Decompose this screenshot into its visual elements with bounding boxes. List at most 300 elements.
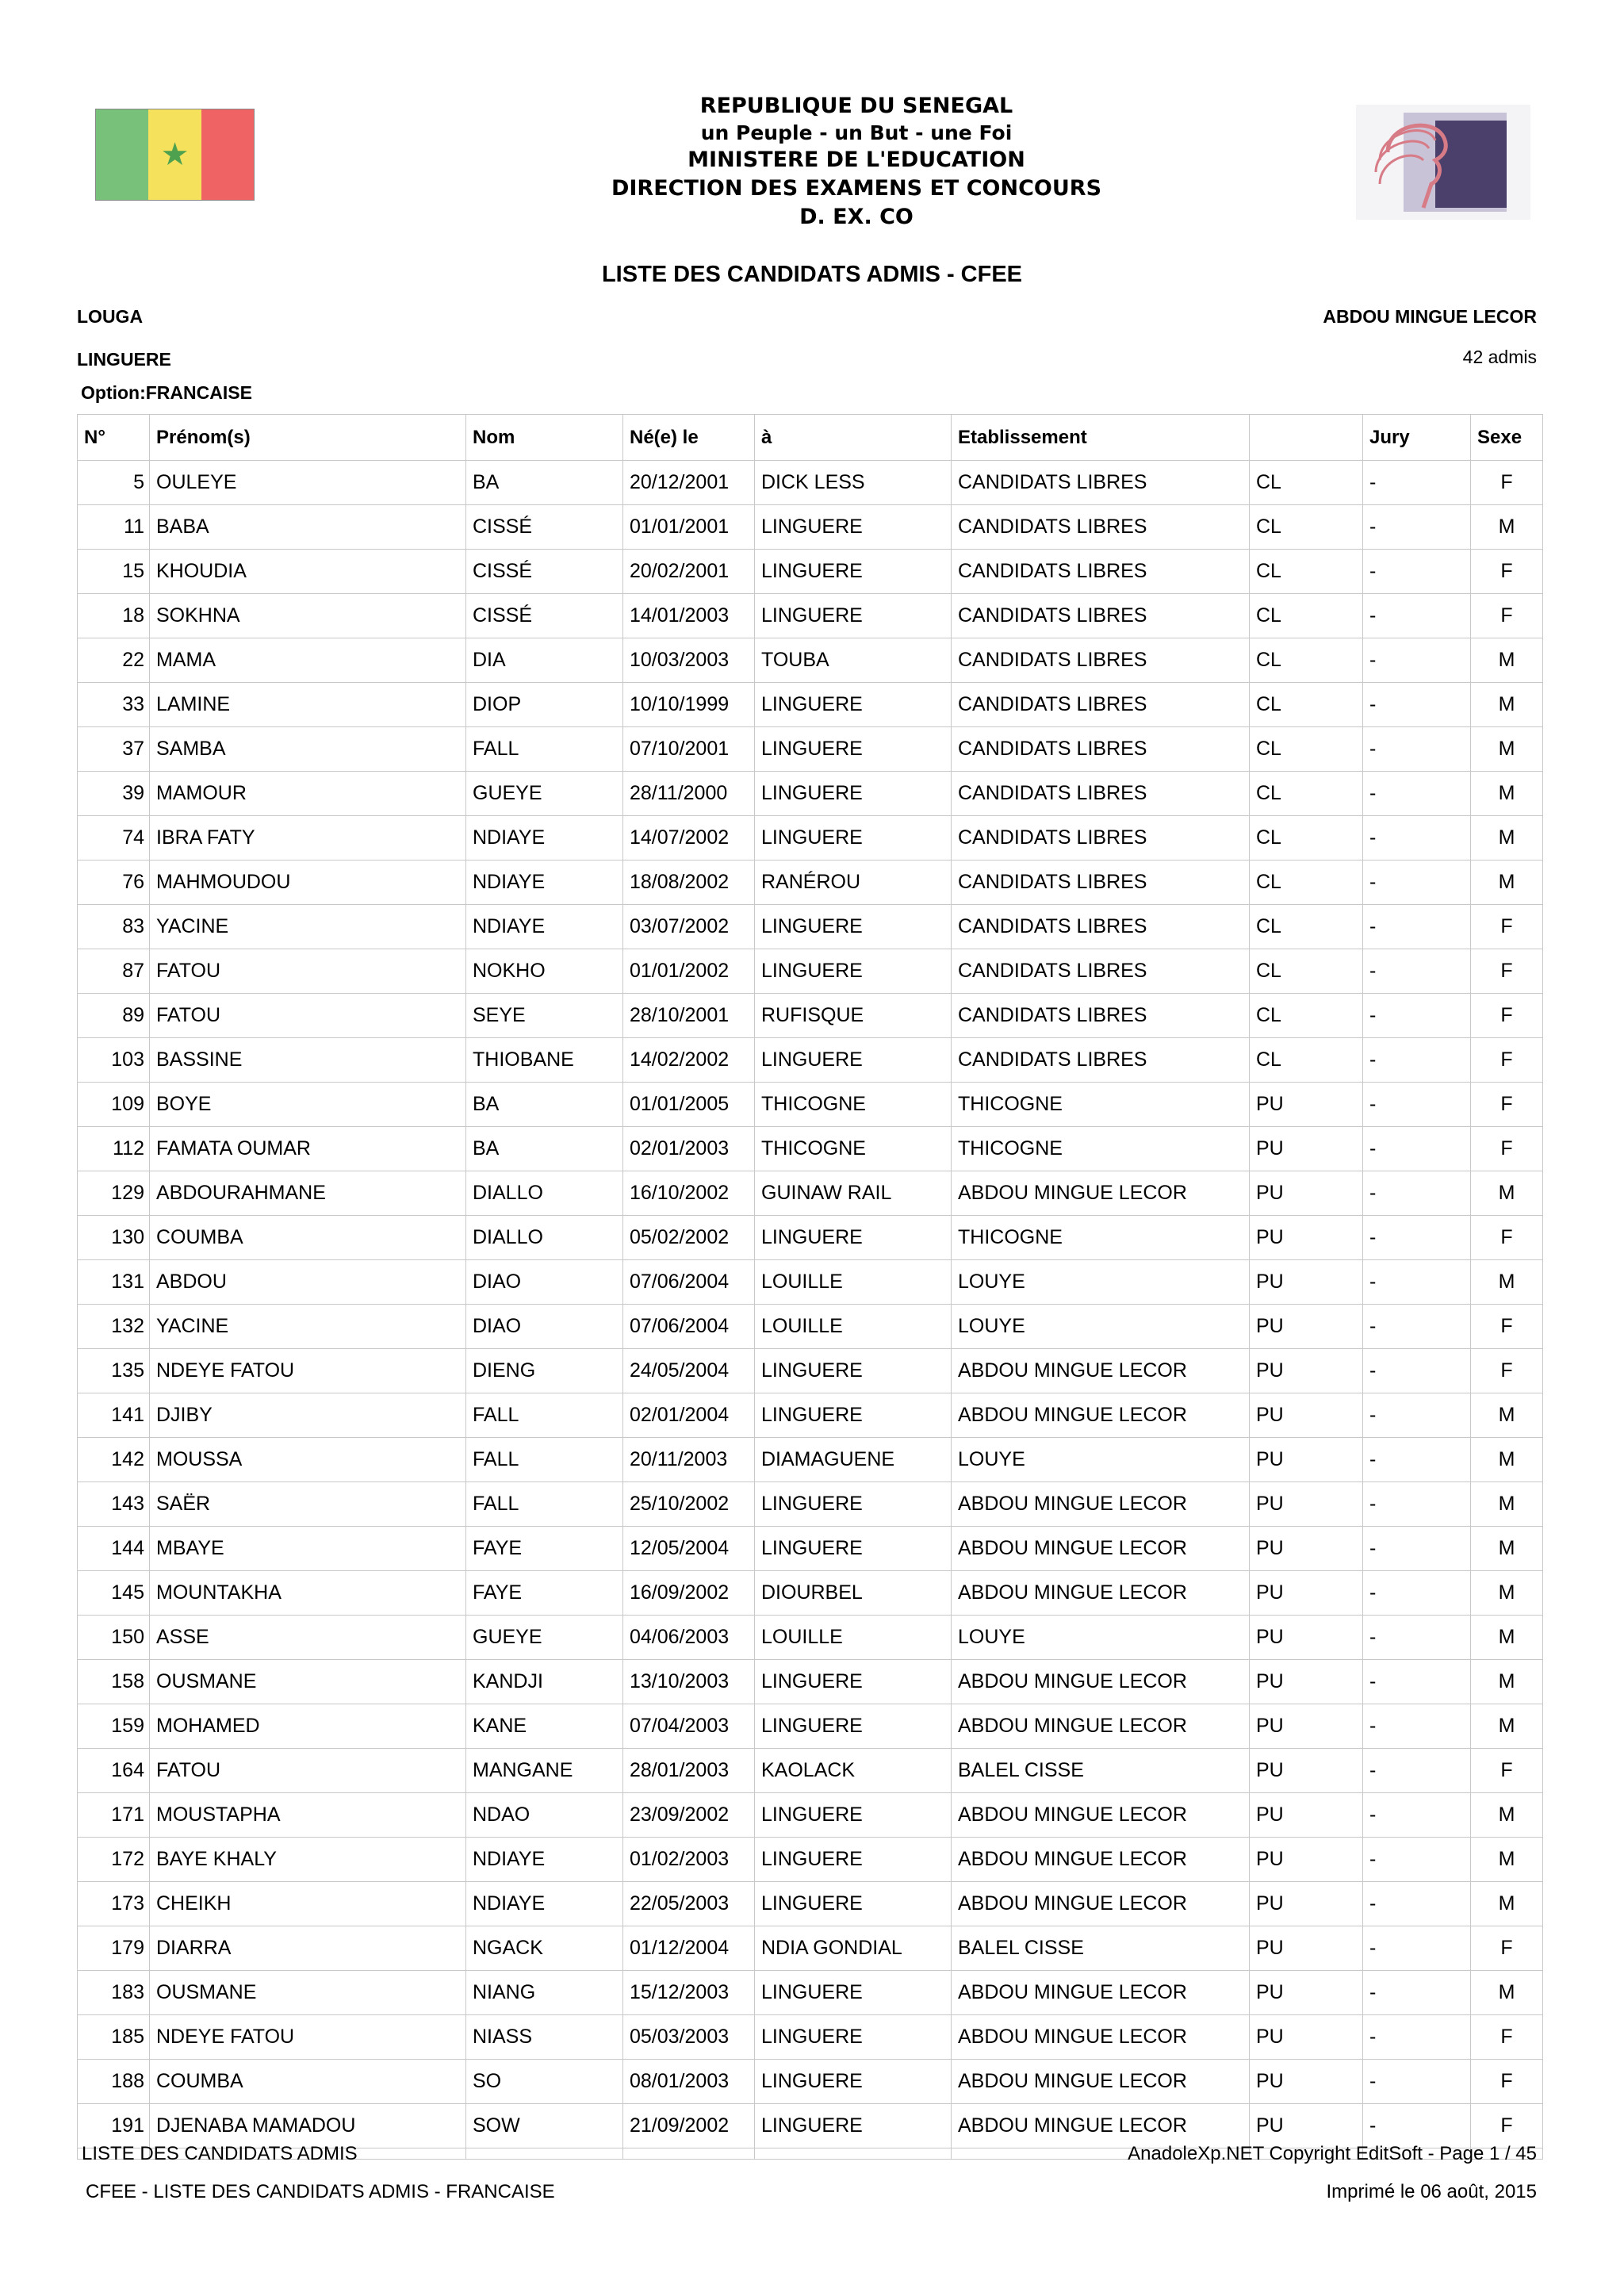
table-cell: LINGUERE: [755, 1527, 952, 1571]
table-cell: 22: [78, 638, 150, 683]
table-cell: LOUILLE: [755, 1616, 952, 1660]
table-cell: CL: [1250, 772, 1363, 816]
table-cell: PU: [1250, 1971, 1363, 2015]
table-row: [78, 905, 1543, 949]
table-cell: NIANG: [466, 1971, 623, 2015]
table-cell: LOUYE: [952, 1438, 1250, 1482]
center-label: ABDOU MINGUE LECOR: [1323, 306, 1537, 327]
table-cell: PU: [1250, 1527, 1363, 1571]
table-cell: -: [1363, 1527, 1471, 1571]
table-cell: NOKHO: [466, 949, 623, 994]
table-cell: -: [1363, 1216, 1471, 1260]
table-cell: RUFISQUE: [755, 994, 952, 1038]
table-cell: LOUYE: [952, 1260, 1250, 1305]
table-cell: GUEYE: [466, 1616, 623, 1660]
table-cell: 5: [78, 461, 150, 505]
table-cell: 171: [78, 1793, 150, 1838]
table-cell: FALL: [466, 1482, 623, 1527]
table-cell: 87: [78, 949, 150, 994]
table-row: [78, 1616, 1543, 1660]
table-row: [78, 1971, 1543, 2015]
table-cell: M: [1471, 638, 1543, 683]
table-cell: -: [1363, 1260, 1471, 1305]
table-cell: 183: [78, 1971, 150, 2015]
table-cell: 130: [78, 1216, 150, 1260]
table-cell: CANDIDATS LIBRES: [952, 905, 1250, 949]
table-cell: -: [1363, 1127, 1471, 1171]
column-header: Né(e) le: [623, 415, 755, 461]
table-cell: 15: [78, 550, 150, 594]
table-cell: 188: [78, 2060, 150, 2104]
table-row: [78, 727, 1543, 772]
table-cell: ABDOU MINGUE LECOR: [952, 1571, 1250, 1616]
ministry-logo: [1356, 105, 1530, 220]
table-cell: CANDIDATS LIBRES: [952, 505, 1250, 550]
table-cell: MAHMOUDOU: [150, 861, 466, 905]
table-cell: -: [1363, 2104, 1471, 2148]
table-row: [78, 1793, 1543, 1838]
table-cell: 10/10/1999: [623, 683, 755, 727]
table-row: [78, 1171, 1543, 1216]
table-row: [78, 594, 1543, 638]
table-cell: 28/10/2001: [623, 994, 755, 1038]
table-cell: 08/01/2003: [623, 2060, 755, 2104]
table-cell: -: [1363, 816, 1471, 861]
table-cell: ABDOU MINGUE LECOR: [952, 1393, 1250, 1438]
table-row: [78, 772, 1543, 816]
table-cell: F: [1471, 550, 1543, 594]
table-row: [78, 1482, 1543, 1527]
table-cell: ABDOU MINGUE LECOR: [952, 1349, 1250, 1393]
table-cell: ABDOU MINGUE LECOR: [952, 1660, 1250, 1704]
table-cell: 76: [78, 861, 150, 905]
table-cell: 33: [78, 683, 150, 727]
table-cell: OULEYE: [150, 461, 466, 505]
table-cell: -: [1363, 461, 1471, 505]
table-cell: CL: [1250, 949, 1363, 994]
table-cell: LINGUERE: [755, 1216, 952, 1260]
table-cell: -: [1363, 861, 1471, 905]
table-cell: PU: [1250, 2060, 1363, 2104]
table-cell: MOHAMED: [150, 1704, 466, 1749]
table-cell: PU: [1250, 1260, 1363, 1305]
header-line-4: DIRECTION DES EXAMENS ET CONCOURS: [611, 176, 1102, 201]
table-cell: 23/09/2002: [623, 1793, 755, 1838]
column-header: Sexe: [1471, 415, 1543, 461]
table-cell: 07/06/2004: [623, 1305, 755, 1349]
table-cell: OUSMANE: [150, 1660, 466, 1704]
table-cell: 143: [78, 1482, 150, 1527]
table-cell: PU: [1250, 1704, 1363, 1749]
table-cell: PU: [1250, 1393, 1363, 1438]
table-cell: LINGUERE: [755, 2060, 952, 2104]
table-cell: 144: [78, 1527, 150, 1571]
table-cell: CANDIDATS LIBRES: [952, 816, 1250, 861]
table-cell: 16/10/2002: [623, 1171, 755, 1216]
table-cell: THIOBANE: [466, 1038, 623, 1083]
table-cell: LINGUERE: [755, 949, 952, 994]
table-row: [78, 1349, 1543, 1393]
table-cell: MOUNTAKHA: [150, 1571, 466, 1616]
table-cell: LINGUERE: [755, 1838, 952, 1882]
table-cell: -: [1363, 1882, 1471, 1926]
table-cell: 20/11/2003: [623, 1438, 755, 1482]
table-cell: ABDOU MINGUE LECOR: [952, 1793, 1250, 1838]
table-cell: LINGUERE: [755, 2104, 952, 2148]
table-cell: CANDIDATS LIBRES: [952, 949, 1250, 994]
table-cell: LINGUERE: [755, 772, 952, 816]
column-header: N°: [78, 415, 150, 461]
table-cell: -: [1363, 683, 1471, 727]
table-cell: DICK LESS: [755, 461, 952, 505]
table-row: [78, 461, 1543, 505]
table-cell: -: [1363, 1660, 1471, 1704]
table-cell: 02/01/2003: [623, 1127, 755, 1171]
table-cell: CANDIDATS LIBRES: [952, 727, 1250, 772]
table-cell: PU: [1250, 1216, 1363, 1260]
header-line-2: un Peuple - un But - une Foi: [700, 121, 1013, 144]
table-cell: CL: [1250, 905, 1363, 949]
table-cell: THICOGNE: [952, 1083, 1250, 1127]
table-cell: M: [1471, 1571, 1543, 1616]
table-cell: COUMBA: [150, 2060, 466, 2104]
table-cell: ABDOU MINGUE LECOR: [952, 1838, 1250, 1882]
table-cell: -: [1363, 994, 1471, 1038]
table-cell: ABDOU MINGUE LECOR: [952, 2015, 1250, 2060]
table-cell: M: [1471, 1527, 1543, 1571]
table-cell: MANGANE: [466, 1749, 623, 1793]
table-cell: LOUILLE: [755, 1260, 952, 1305]
table-cell: NDIAYE: [466, 861, 623, 905]
table-cell: 24/05/2004: [623, 1349, 755, 1393]
table-cell: NDIAYE: [466, 816, 623, 861]
table-cell: F: [1471, 994, 1543, 1038]
table-row: [78, 683, 1543, 727]
table-cell: F: [1471, 1083, 1543, 1127]
header-line-3: MINISTERE DE L'EDUCATION: [688, 148, 1025, 172]
table-cell: F: [1471, 1926, 1543, 1971]
column-header: [1250, 415, 1363, 461]
table-cell: PU: [1250, 1571, 1363, 1616]
table-cell: 129: [78, 1171, 150, 1216]
table-cell: SO: [466, 2060, 623, 2104]
table-cell: MAMA: [150, 638, 466, 683]
table-cell: 13/10/2003: [623, 1660, 755, 1704]
table-row: [78, 2104, 1543, 2148]
table-row: [78, 505, 1543, 550]
table-cell: 16/09/2002: [623, 1571, 755, 1616]
table-cell: YACINE: [150, 905, 466, 949]
table-cell: -: [1363, 905, 1471, 949]
table-cell: M: [1471, 772, 1543, 816]
table-cell: LINGUERE: [755, 1971, 952, 2015]
table-cell: 172: [78, 1838, 150, 1882]
table-cell: DJIBY: [150, 1393, 466, 1438]
table-cell: ABDOU MINGUE LECOR: [952, 2104, 1250, 2148]
table-cell: M: [1471, 1793, 1543, 1838]
table-cell: 131: [78, 1260, 150, 1305]
table-row: [78, 1660, 1543, 1704]
table-row: [78, 994, 1543, 1038]
region-label: LOUGA: [77, 306, 144, 327]
table-cell: DIOURBEL: [755, 1571, 952, 1616]
table-cell: -: [1363, 1704, 1471, 1749]
table-cell: CL: [1250, 638, 1363, 683]
table-cell: 05/02/2002: [623, 1216, 755, 1260]
table-cell: M: [1471, 1660, 1543, 1704]
table-cell: PU: [1250, 1083, 1363, 1127]
table-cell: 02/01/2004: [623, 1393, 755, 1438]
table-cell: -: [1363, 505, 1471, 550]
footer-left-1: LISTE DES CANDIDATS ADMIS: [82, 2143, 358, 2164]
table-cell: BABA: [150, 505, 466, 550]
column-header: Jury: [1363, 415, 1471, 461]
table-cell: FAYE: [466, 1527, 623, 1571]
table-cell: 05/03/2003: [623, 2015, 755, 2060]
table-cell: MOUSTAPHA: [150, 1793, 466, 1838]
table-cell: PU: [1250, 1349, 1363, 1393]
table-cell: 15/12/2003: [623, 1971, 755, 2015]
table-cell: ASSE: [150, 1616, 466, 1660]
admis-count: 42 admis: [1462, 347, 1537, 367]
table-cell: NDIAYE: [466, 1882, 623, 1926]
table-cell: MBAYE: [150, 1527, 466, 1571]
table-cell: -: [1363, 1305, 1471, 1349]
table-cell: PU: [1250, 1926, 1363, 1971]
table-cell: SAËR: [150, 1482, 466, 1527]
table-cell: FATOU: [150, 994, 466, 1038]
table-cell: 132: [78, 1305, 150, 1349]
table-cell: M: [1471, 1171, 1543, 1216]
table-cell: CL: [1250, 550, 1363, 594]
table-cell: F: [1471, 1749, 1543, 1793]
table-cell: F: [1471, 1349, 1543, 1393]
table-row: [78, 1838, 1543, 1882]
table-row: [78, 1216, 1543, 1260]
table-cell: -: [1363, 1438, 1471, 1482]
table-cell: -: [1363, 1482, 1471, 1527]
table-cell: 20/02/2001: [623, 550, 755, 594]
table-cell: KANDJI: [466, 1660, 623, 1704]
table-cell: LINGUERE: [755, 1038, 952, 1083]
table-cell: LINGUERE: [755, 1793, 952, 1838]
department-label: LINGUERE: [77, 349, 171, 370]
table-cell: ABDOU MINGUE LECOR: [952, 1527, 1250, 1571]
table-cell: -: [1363, 727, 1471, 772]
table-cell: 103: [78, 1038, 150, 1083]
table-cell: 18/08/2002: [623, 861, 755, 905]
table-cell: SEYE: [466, 994, 623, 1038]
table-cell: LINGUERE: [755, 550, 952, 594]
table-cell: -: [1363, 2015, 1471, 2060]
table-row: [78, 2015, 1543, 2060]
table-row: [78, 1704, 1543, 1749]
table-cell: PU: [1250, 2015, 1363, 2060]
table-cell: THICOGNE: [755, 1127, 952, 1171]
table-cell: M: [1471, 683, 1543, 727]
table-cell: 25/10/2002: [623, 1482, 755, 1527]
table-row: [78, 861, 1543, 905]
table-cell: 164: [78, 1749, 150, 1793]
table-cell: CANDIDATS LIBRES: [952, 994, 1250, 1038]
column-header: Prénom(s): [150, 415, 466, 461]
table-cell: KHOUDIA: [150, 550, 466, 594]
table-cell: -: [1363, 1749, 1471, 1793]
table-cell: M: [1471, 1838, 1543, 1882]
table-cell: FAMATA OUMAR: [150, 1127, 466, 1171]
table-row: [78, 1127, 1543, 1171]
table-cell: SAMBA: [150, 727, 466, 772]
table-cell: BALEL CISSE: [952, 1749, 1250, 1793]
table-cell: PU: [1250, 1438, 1363, 1482]
table-cell: M: [1471, 1393, 1543, 1438]
table-cell: PU: [1250, 1882, 1363, 1926]
table-cell: CANDIDATS LIBRES: [952, 594, 1250, 638]
table-cell: BA: [466, 461, 623, 505]
table-cell: CISSÉ: [466, 550, 623, 594]
table-cell: LOUYE: [952, 1305, 1250, 1349]
table-cell: THICOGNE: [952, 1127, 1250, 1171]
table-row: [78, 1571, 1543, 1616]
table-cell: KAOLACK: [755, 1749, 952, 1793]
table-row: [78, 1038, 1543, 1083]
table-cell: NGACK: [466, 1926, 623, 1971]
table-cell: ABDOU MINGUE LECOR: [952, 1704, 1250, 1749]
table-cell: 01/01/2002: [623, 949, 755, 994]
table-cell: 11: [78, 505, 150, 550]
table-cell: 03/07/2002: [623, 905, 755, 949]
table-row: [78, 550, 1543, 594]
table-cell: FAYE: [466, 1571, 623, 1616]
table-cell: 112: [78, 1127, 150, 1171]
table-cell: LINGUERE: [755, 505, 952, 550]
table-cell: 07/04/2003: [623, 1704, 755, 1749]
table-cell: SOKHNA: [150, 594, 466, 638]
table-cell: LINGUERE: [755, 905, 952, 949]
table-cell: ABDOU: [150, 1260, 466, 1305]
table-cell: PU: [1250, 1793, 1363, 1838]
table-cell: CL: [1250, 1038, 1363, 1083]
table-cell: -: [1363, 1793, 1471, 1838]
table-cell: MOUSSA: [150, 1438, 466, 1482]
table-cell: THICOGNE: [952, 1216, 1250, 1260]
table-cell: M: [1471, 1882, 1543, 1926]
table-cell: 141: [78, 1393, 150, 1438]
table-cell: 28/11/2000: [623, 772, 755, 816]
table-cell: SOW: [466, 2104, 623, 2148]
table-row: [78, 1305, 1543, 1349]
table-cell: CISSÉ: [466, 594, 623, 638]
table-cell: LINGUERE: [755, 1349, 952, 1393]
table-cell: M: [1471, 727, 1543, 772]
table-cell: NIASS: [466, 2015, 623, 2060]
table-cell: F: [1471, 949, 1543, 994]
table-cell: 14/02/2002: [623, 1038, 755, 1083]
table-cell: 12/05/2004: [623, 1527, 755, 1571]
table-cell: 150: [78, 1616, 150, 1660]
table-cell: LAMINE: [150, 683, 466, 727]
table-cell: CL: [1250, 727, 1363, 772]
table-cell: 159: [78, 1704, 150, 1749]
table-cell: LINGUERE: [755, 1704, 952, 1749]
table-cell: LOUILLE: [755, 1305, 952, 1349]
table-cell: M: [1471, 1260, 1543, 1305]
table-cell: CL: [1250, 861, 1363, 905]
table-cell: F: [1471, 2104, 1543, 2148]
table-cell: 07/10/2001: [623, 727, 755, 772]
table-cell: PU: [1250, 1127, 1363, 1171]
table-cell: BOYE: [150, 1083, 466, 1127]
table-cell: DIENG: [466, 1349, 623, 1393]
table-cell: M: [1471, 1482, 1543, 1527]
table-cell: DIALLO: [466, 1171, 623, 1216]
table-cell: LINGUERE: [755, 1393, 952, 1438]
table-cell: CANDIDATS LIBRES: [952, 861, 1250, 905]
column-header: Nom: [466, 415, 623, 461]
table-cell: F: [1471, 905, 1543, 949]
table-cell: LINGUERE: [755, 683, 952, 727]
footer-left-2: CFEE - LISTE DES CANDIDATS ADMIS - FRANCAISE: [86, 2181, 555, 2202]
table-cell: F: [1471, 2060, 1543, 2104]
table-cell: -: [1363, 1349, 1471, 1393]
table-cell: -: [1363, 1926, 1471, 1971]
table-cell: F: [1471, 594, 1543, 638]
table-cell: -: [1363, 1838, 1471, 1882]
table-row: [78, 1393, 1543, 1438]
table-cell: 83: [78, 905, 150, 949]
star-icon: ★: [160, 136, 190, 173]
table-cell: DIAO: [466, 1260, 623, 1305]
table-cell: CL: [1250, 594, 1363, 638]
table-cell: PU: [1250, 1660, 1363, 1704]
table-cell: 191: [78, 2104, 150, 2148]
column-header: à: [755, 415, 952, 461]
table-cell: CL: [1250, 505, 1363, 550]
page-title: LISTE DES CANDIDATS ADMIS - CFEE: [601, 262, 1023, 287]
table-cell: NDEYE FATOU: [150, 2015, 466, 2060]
table-cell: M: [1471, 1971, 1543, 2015]
table-cell: BASSINE: [150, 1038, 466, 1083]
table-cell: DIARRA: [150, 1926, 466, 1971]
table-cell: NDIAYE: [466, 1838, 623, 1882]
table-cell: F: [1471, 1038, 1543, 1083]
table-cell: CL: [1250, 816, 1363, 861]
table-cell: GUEYE: [466, 772, 623, 816]
table-cell: 142: [78, 1438, 150, 1482]
candidates-table: [77, 414, 1543, 2160]
table-cell: PU: [1250, 1838, 1363, 1882]
table-cell: DIAMAGUENE: [755, 1438, 952, 1482]
table-cell: RANÉROU: [755, 861, 952, 905]
table-cell: M: [1471, 1438, 1543, 1482]
table-cell: PU: [1250, 1482, 1363, 1527]
table-cell: PU: [1250, 1616, 1363, 1660]
table-cell: PU: [1250, 1749, 1363, 1793]
table-header-row: [78, 415, 1543, 461]
table-cell: -: [1363, 594, 1471, 638]
table-cell: -: [1363, 638, 1471, 683]
table-cell: 07/06/2004: [623, 1260, 755, 1305]
table-cell: BA: [466, 1083, 623, 1127]
table-row: [78, 949, 1543, 994]
table-row: [78, 1260, 1543, 1305]
table-cell: 01/02/2003: [623, 1838, 755, 1882]
table-cell: BA: [466, 1127, 623, 1171]
table-cell: -: [1363, 1038, 1471, 1083]
table-cell: LINGUERE: [755, 594, 952, 638]
table-cell: FALL: [466, 727, 623, 772]
table-cell: 20/12/2001: [623, 461, 755, 505]
